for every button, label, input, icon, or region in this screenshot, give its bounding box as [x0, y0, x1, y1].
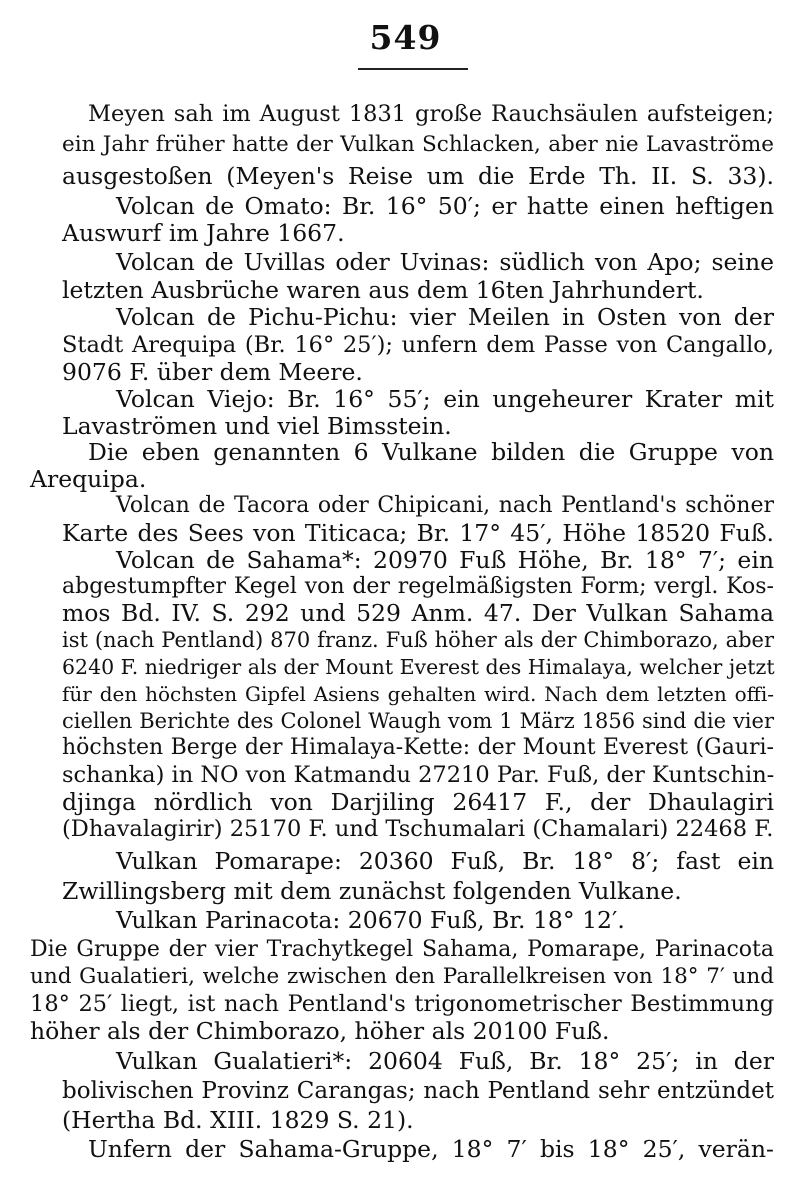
text-line: (Hertha Bd. XIII. 1829 S. 21).: [62, 1106, 414, 1134]
text-line: höchsten Berge der Himalaya-Kette: der Mount Everest (Gauri-: [62, 735, 774, 760]
text-line: mos Bd. IV. S. 292 und 529 Anm. 47. Der Vulkan Sahama: [62, 599, 774, 627]
text-line: Die eben genannten 6 Vulkane bilden die Gruppe von: [88, 438, 774, 466]
text-line: Vulkan Gualatieri*: 20604 Fuß, Br. 18° 25′; in der: [116, 1047, 774, 1075]
text-line: ciellen Berichte des Colonel Waugh vom 1 März 1856 sind die vier: [62, 709, 774, 733]
text-line: Arequipa.: [30, 465, 147, 493]
text-line: ausgestoßen (Meyen's Reise um die Erde Th. II. S. 33).: [62, 162, 774, 190]
text-line: Auswurf im Jahre 1667.: [62, 219, 345, 247]
text-line: 18° 25′ liegt, ist nach Pentland's trigonometrischer Bestimmung: [30, 991, 774, 1017]
text-line: bolivischen Provinz Carangas; nach Pentland sehr entzündet: [62, 1078, 774, 1104]
text-line: für den höchsten Gipfel Asiens gehalten wird. Nach dem letzten offi-: [62, 682, 774, 706]
text-line: Meyen sah im August 1831 große Rauchsäulen aufsteigen;: [88, 101, 774, 127]
text-line: 9076 F. über dem Meere.: [62, 358, 363, 386]
text-line: und Gualatieri, welche zwischen den Parallelkreisen von 18° 7′ und: [30, 964, 774, 989]
text-line: djinga nördlich von Darjiling 26417 F., der Dhaulagiri: [62, 788, 774, 816]
text-line: 6240 F. niedriger als der Mount Everest des Himalaya, welcher jetzt: [62, 655, 775, 679]
text-line: schanka) in NO von Katmandu 27210 Par. Fuß, der Kuntschin-: [62, 762, 775, 788]
text-line: ist (nach Pentland) 870 franz. Fuß höher als der Chimborazo, aber: [62, 628, 774, 652]
text-line: Lavaströmen und viel Bimsstein.: [62, 412, 452, 440]
text-line: höher als der Chimborazo, höher als 20100 Fuß.: [30, 1017, 610, 1045]
text-line: letzten Ausbrüche waren aus dem 16ten Jahrhundert.: [62, 276, 704, 304]
text-line: Volcan de Pichu-Pichu: vier Meilen in Osten von der: [116, 303, 774, 331]
text-line: Stadt Arequipa (Br. 16° 25′); unfern dem Passe von Cangallo,: [62, 332, 774, 358]
text-line: (Dhavalagirir) 25170 F. und Tschumalari (Chamalari) 22468 F.: [62, 816, 774, 842]
page-number: 549: [369, 18, 442, 57]
header-rule: [358, 68, 468, 70]
text-line: Volcan de Sahama*: 20970 Fuß Höhe, Br. 18° 7′; ein: [116, 546, 774, 574]
text-line: Volcan Viejo: Br. 16° 55′; ein ungeheurer Krater mit: [116, 385, 774, 413]
text-line: ein Jahr früher hatte der Vulkan Schlacken, aber nie Lavaströme: [62, 132, 774, 157]
text-line: Karte des Sees von Titicaca; Br. 17° 45′, Höhe 18520 Fuß.: [62, 519, 774, 547]
text-line: Unfern der Sahama-Gruppe, 18° 7′ bis 18° 25′, verän-: [88, 1135, 774, 1163]
text-line: Zwillingsberg mit dem zunächst folgenden Vulkane.: [62, 877, 682, 905]
text-line: Volcan de Omato: Br. 16° 50′; er hatte einen heftigen: [116, 192, 774, 220]
text-line: Volcan de Tacora oder Chipicani, nach Pentland's schöner: [116, 493, 774, 518]
text-line: Die Gruppe der vier Trachytkegel Sahama, Pomarape, Parinacota: [30, 937, 774, 962]
text-line: Vulkan Pomarape: 20360 Fuß, Br. 18° 8′; fast ein: [116, 847, 774, 875]
text-line: abgestumpfter Kegel von der regelmäßigsten Form; vergl. Kos-: [62, 574, 774, 599]
text-line: Vulkan Parinacota: 20670 Fuß, Br. 18° 12′.: [116, 906, 625, 934]
text-line: Volcan de Uvillas oder Uvinas: südlich von Apo; seine: [116, 248, 774, 276]
